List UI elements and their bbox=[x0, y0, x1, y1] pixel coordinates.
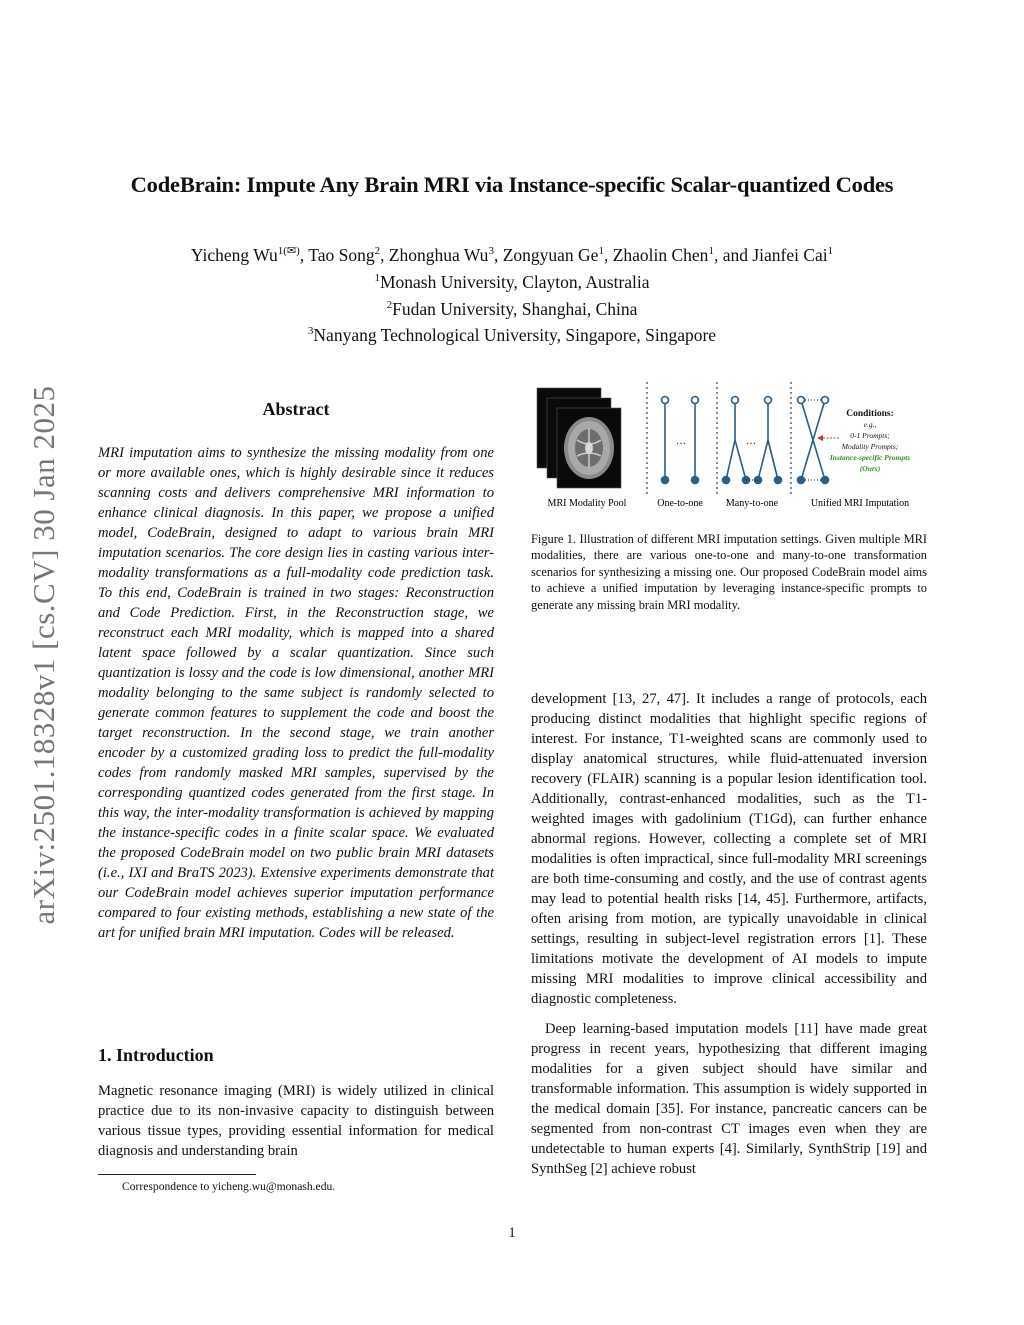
author-name: Yicheng Wu bbox=[190, 244, 278, 265]
introduction-text: Magnetic resonance imaging (MRI) is widely utilized in clinical practice due to its non-invasive capacity to distinguish between various tissue types, providing essential information for medical diagnosis and understanding brain bbox=[98, 1083, 494, 1159]
author-name: Tao Song bbox=[308, 244, 375, 265]
author-sup: 3 bbox=[488, 245, 494, 257]
arxiv-sidebar-stamp: arXiv:2501.18328v1 [cs.CV] 30 Jan 2025 bbox=[26, 385, 61, 925]
author-sup: 1 bbox=[827, 245, 834, 257]
right-column-text bbox=[531, 689, 927, 1179]
paragraph: development [13, 27, 47]. It includes a range of protocols, each producing distinct modalities that highlight specific regions of interest. For instance, T1-weighted scans are commonly used to display anatomical structures, while fluid-attenuated inversion recovery (FLAIR) scanning is a popular lesion identification tool. Additionally, contrast-enhanced modalities, such as the T1-weighted images with gadolinium (T1Gd), can further enhance abnormal regions. However, collecting a complete set of MRI modalities is often impractical, since full-modality MRI screenings are both time-consuming and costly, and the use of contrast agents may lead to potential health risks [14, 45]. Furthermore, artifacts, often arising from motion, are typically unavoidable in clinical settings, resulting in subject-level registration errors [1]. These limitations motivate the development of AI models to impute missing MRI modalities to improve clinical accessibility and diagnostic completeness. bbox=[531, 691, 927, 1007]
author-sup: 2 bbox=[374, 245, 381, 257]
footnote: Correspondence to yicheng.wu@monash.edu. bbox=[122, 1180, 336, 1193]
abstract-heading: Abstract bbox=[262, 399, 330, 419]
conditions-line: 0-1 Prompts; bbox=[850, 431, 890, 440]
paper-title: CodeBrain: Impute Any Brain MRI via Instance-specific Scalar-quantized Codes bbox=[130, 172, 894, 197]
conditions-title: Conditions: bbox=[846, 409, 894, 419]
section-heading-introduction: 1. Introduction bbox=[98, 1045, 214, 1065]
figure-label: Unified MRI Imputation bbox=[810, 498, 910, 509]
abstract-text: MRI imputation aims to synthesize the missing modality from one or more available ones, which is highly desirable since it reduces scanning costs and delivers comprehensive MRI information to enhance clinical diagnosis. In this paper, we propose a unified model, CodeBrain, designed to adapt to various brain MRI imputation scenarios. The core design lies in casting various inter-modality transformations as a full-modality code prediction task. To this end, CodeBrain is trained in two stages: Reconstruction and Code Prediction. First, in the Reconstruction stage, we reconstruct each MRI modality, which is mapped into a shared latent space followed by a scalar quantization. Since such quantization is lossy and the code is low dimensional, another MRI modality belonging to the same subject is randomly selected to generate common features to supplement the code and boost the target reconstruction. In the second stage, we train another encoder by a customized grading loss to predict the full-modality codes from randomly masked MRI samples, supervised by the corresponding quantized codes generated from the first stage. In this way, the inter-modality transformation is achieved by mapping the instance-specific codes in a finite scalar space. We evaluated the proposed CodeBrain model on two public brain MRI datasets (i.e., IXI and BraTS 2023). Extensive experiments demonstrate that our CodeBrain model achieves superior imputation performance compared to four existing methods, establishing a new state of the art for unified brain MRI imputation. Codes will be released. bbox=[98, 445, 494, 941]
conditions-line-ours: Instance-specific Prompts bbox=[829, 453, 911, 462]
author-name: Jianfei Cai bbox=[752, 244, 828, 265]
author-name: Zhonghua Wu bbox=[388, 244, 489, 265]
mri-stack-image bbox=[537, 388, 621, 488]
aff-text: Fudan University, Shanghai, China bbox=[392, 298, 638, 319]
unified-diagram bbox=[798, 397, 829, 484]
figure-label: MRI Modality Pool bbox=[547, 498, 627, 509]
aff-num: 2 bbox=[386, 298, 393, 311]
paragraph: Deep learning-based imputation models [11] have made great progress in recent years, hypothesizing that different imaging modalities for a given subject should have similar and transformable information. This assumption is widely supported in the medical domain [35]. For instance, pancreatic cancers can be segmented from non-contrast CT images even when they are undetectable to human experts [4]. Similarly, SynthStrip [19] and SynthSeg [2] achieve robust bbox=[531, 1021, 927, 1177]
conditions-line-ours: (Ours) bbox=[859, 464, 881, 473]
affiliation bbox=[0, 320, 1024, 347]
author-name: Zhaolin Chen bbox=[612, 244, 709, 265]
author-sup: 1 bbox=[598, 245, 604, 257]
page-number: 1 bbox=[508, 1225, 516, 1241]
author-list: Yicheng $Wu^{1(✉)}$, Tao Song$^2$, Zhonghua Wu$^3$, Zongyuan Ge$^1$, Zhaolin Chen$^1$, and Jianfei Cai$^1$ bbox=[190, 244, 834, 265]
author-name: Zongyuan Ge bbox=[502, 244, 599, 265]
figure-caption: Figure 1. Illustration of different MRI imputation settings. Given multiple MRI modalities, there are various one-to-one and many-to-one transformation scenarios for synthesizing a missing one. Our proposed CodeBrain model aims to achieve a unified imputation by leveraging instance-specific prompts to generate any missing brain MRI modality. bbox=[531, 532, 927, 612]
affiliation bbox=[0, 267, 1024, 294]
conditions-line: Modality Prompts; bbox=[841, 442, 899, 451]
svg-text:…: … bbox=[676, 436, 686, 447]
author-sup: 1 bbox=[708, 245, 714, 257]
author-sup: 1(✉) bbox=[277, 245, 300, 257]
svg-text:…: … bbox=[746, 436, 756, 447]
affiliation bbox=[0, 294, 1024, 321]
footnote-rule bbox=[98, 1174, 256, 1175]
aff-text: Nanyang Technological University, Singapore, Singapore bbox=[313, 325, 717, 346]
figure-label: Many-to-one bbox=[725, 498, 779, 509]
aff-num: 3 bbox=[307, 325, 314, 338]
figure-1 bbox=[534, 378, 926, 514]
figure-label: One-to-one bbox=[657, 498, 703, 509]
author-block bbox=[0, 240, 1024, 347]
conditions-line: e.g., bbox=[863, 420, 877, 429]
aff-text: Monash University, Clayton, Australia bbox=[379, 271, 650, 292]
aff-num: 1 bbox=[374, 271, 380, 284]
